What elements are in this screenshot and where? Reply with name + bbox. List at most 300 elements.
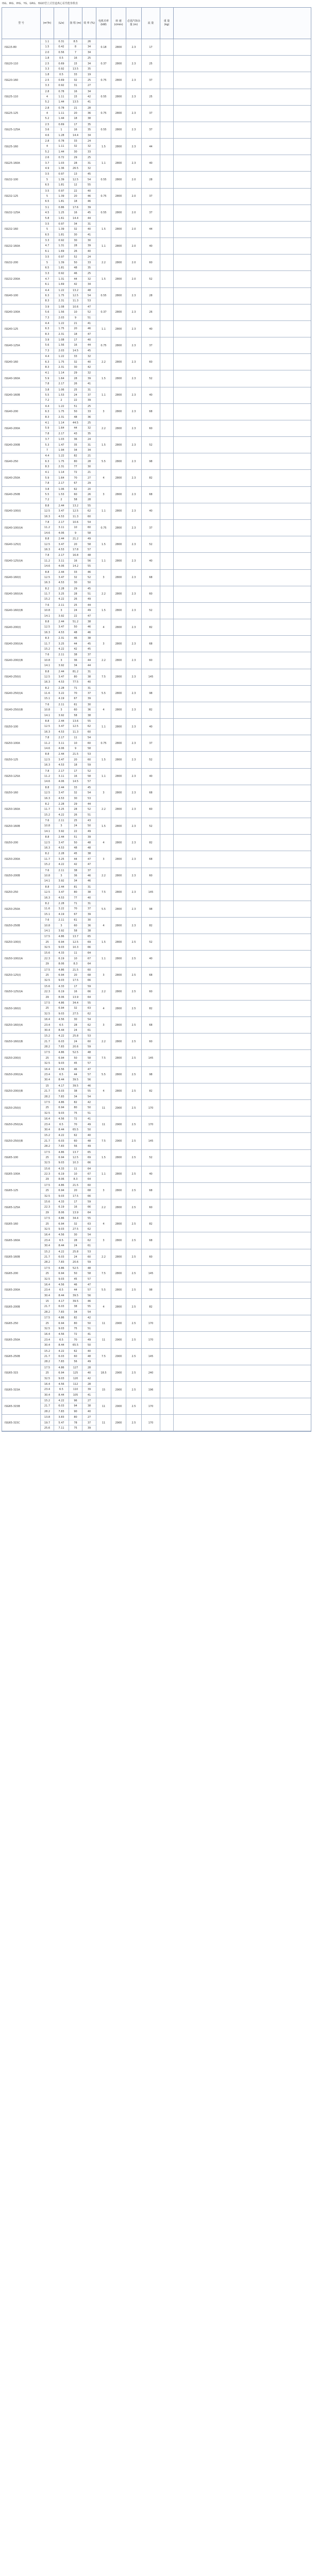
- blank-cell: [160, 1033, 174, 1049]
- npsh-cell: 2.3: [126, 735, 142, 751]
- blank-cell: [174, 851, 188, 867]
- blank-cell: [160, 1415, 174, 1431]
- efficiency-cell: 25: [82, 155, 96, 160]
- table-row: [2, 470, 311, 486]
- head-cell-group: [69, 189, 82, 205]
- flow-ls-cell: 6.19: [54, 989, 69, 994]
- npsh-cell: 2.5: [126, 1100, 142, 1116]
- flow-m3h-cell: 8.3: [45, 465, 49, 469]
- npsh-cell: 2.5: [126, 1133, 142, 1149]
- blank-cell: [174, 586, 188, 602]
- flow-m3h-cell: 7.8: [41, 735, 54, 740]
- flow-ls-cell: 3.47: [54, 724, 69, 729]
- head-cell: 46: [69, 636, 82, 641]
- model-cell: ISG50-250(I): [2, 1100, 41, 1116]
- speed-cell: 2800: [111, 901, 126, 917]
- table-row: [2, 636, 311, 652]
- power-cell: 3: [96, 785, 111, 801]
- power-cell: 0.75: [96, 520, 111, 536]
- efficiency-cell: 59: [87, 1045, 91, 1049]
- efficiency-cell: 61: [87, 1244, 91, 1248]
- flow-ls-cell-group: [54, 453, 69, 469]
- head-cell-group: [69, 735, 82, 751]
- table-row: [2, 1398, 311, 1415]
- flow-m3h-cell: 6.3: [41, 409, 54, 414]
- flow-m3h-cell: 5.5: [41, 393, 54, 398]
- flow-ls-cell: 1.08: [54, 337, 69, 343]
- efficiency-cell-group: [82, 835, 96, 851]
- head-cell: 50: [69, 1271, 82, 1276]
- efficiency-cell: 53: [82, 752, 96, 757]
- flow-m3h-cell: 7.8: [45, 382, 49, 386]
- power-cell: 2.2: [96, 802, 111, 818]
- flow-ls-cell: 2.03: [58, 316, 64, 319]
- flow-ls-cell: 3.83: [54, 1415, 69, 1420]
- flow-m3h-cell: 3.5: [41, 172, 54, 177]
- head-cell: 29: [69, 155, 82, 160]
- efficiency-cell-group: [82, 619, 96, 635]
- power-cell: 2.2: [96, 354, 111, 370]
- flow-ls-cell: 6.5: [54, 1238, 69, 1243]
- table-row: [2, 901, 311, 918]
- flow-ls-cell-group: [54, 1050, 69, 1066]
- efficiency-cell: 37: [82, 1420, 96, 1426]
- efficiency-cell: 44: [87, 216, 91, 220]
- npsh-cell: 2.5: [126, 968, 142, 984]
- head-cell-group: [69, 885, 82, 901]
- weight-cell: 98: [142, 901, 160, 917]
- head-cell-group: [69, 719, 82, 735]
- blank-cell: [174, 238, 188, 254]
- efficiency-cell: 31: [82, 443, 96, 448]
- efficiency-cell: 38: [82, 636, 96, 641]
- model-cell: ISG40-250: [2, 453, 41, 469]
- npsh-cell: 2.3: [126, 818, 142, 834]
- efficiency-cell-group: [82, 1216, 96, 1232]
- spec-table-sheet: [2, 7, 311, 2576]
- speed-cell: 2800: [111, 453, 126, 469]
- efficiency-cell-group: [82, 222, 96, 238]
- table-row: [2, 1266, 311, 1282]
- power-cell: 1.5: [96, 818, 111, 834]
- flow-m3h-cell: 11.6: [41, 906, 54, 911]
- efficiency-cell-group: [82, 503, 96, 519]
- flow-ls-cell: 2.31: [58, 332, 64, 336]
- head-cell: 18: [74, 117, 77, 121]
- blank-cell: [160, 885, 174, 901]
- efficiency-cell: 58: [87, 531, 91, 535]
- blank-cell: [160, 470, 174, 486]
- head-cell: 11: [69, 1166, 82, 1172]
- blank-cell: [160, 437, 174, 453]
- weight-cell: 40: [142, 387, 160, 403]
- model-cell: ISG40-160A: [2, 370, 41, 386]
- flow-ls-cell: 4.06: [58, 780, 64, 784]
- blank-cell: [174, 354, 188, 370]
- power-cell: 18.5: [96, 1365, 111, 1381]
- head-cell: 82: [69, 1315, 82, 1320]
- head-cell: 42: [74, 283, 77, 286]
- flow-m3h-cell: 23.4: [41, 1238, 54, 1243]
- power-cell: 1.1: [96, 321, 111, 337]
- table-row: [2, 851, 311, 868]
- flow-ls-cell: 3.92: [58, 614, 64, 618]
- flow-ls-cell: 2.31: [54, 636, 69, 641]
- speed-cell: 2800: [111, 752, 126, 768]
- efficiency-cell: 34: [82, 89, 96, 94]
- flow-m3h-cell: 21.7: [41, 1255, 54, 1260]
- blank-cell: [174, 769, 188, 785]
- speed-cell: 2800: [111, 39, 126, 55]
- head-cell: 22: [69, 189, 82, 194]
- efficiency-cell: 32: [82, 370, 96, 376]
- efficiency-cell: 66: [87, 1194, 91, 1198]
- flow-m3h-cell: 30.4: [44, 1393, 51, 1397]
- weight-cell: 44: [142, 139, 160, 155]
- efficiency-cell: 56: [87, 1078, 91, 1082]
- head-cell: 33: [69, 785, 82, 790]
- model-cell: ISG50-200B: [2, 868, 41, 884]
- blank-cell: [160, 553, 174, 569]
- flow-ls-cell-group: [54, 520, 69, 536]
- speed-cell: 2800: [111, 1150, 126, 1166]
- efficiency-cell: 55: [87, 183, 91, 187]
- flow-m3h-cell-group: [41, 271, 54, 287]
- speed-cell: 2800: [111, 769, 126, 785]
- flow-m3h-cell-group: [41, 1050, 54, 1066]
- efficiency-cell-group: [82, 1349, 96, 1365]
- head-cell: 17.6: [69, 205, 82, 210]
- flow-ls-cell: 4.33: [54, 1166, 69, 1172]
- head-cell: 77: [74, 465, 77, 469]
- flow-ls-cell: 1.69: [58, 283, 64, 286]
- power-cell: 11: [96, 1100, 111, 1116]
- npsh-cell: 2.5: [126, 1116, 142, 1132]
- power-cell: 2.2: [96, 984, 111, 1000]
- efficiency-cell: 40: [82, 227, 96, 232]
- flow-m3h-cell-group: [41, 918, 54, 934]
- header-head: 扬 程 (m): [69, 8, 82, 39]
- table-row: [2, 1332, 311, 1348]
- model-cell: ISG32-125: [2, 189, 41, 205]
- npsh-cell: 2.5: [126, 1199, 142, 1215]
- head-cell: 16: [69, 89, 82, 94]
- flow-m3h-cell: 32.5: [44, 1194, 51, 1198]
- flow-ls-cell: 6.5: [54, 1387, 69, 1392]
- efficiency-cell: 44: [82, 603, 96, 608]
- weight-cell: 52: [142, 752, 160, 768]
- head-cell: 36: [69, 437, 82, 442]
- flow-m3h-cell: 16.3: [44, 581, 51, 585]
- blank-cell: [160, 1332, 174, 1348]
- blank-cell: [174, 139, 188, 155]
- blank-cell: [160, 72, 174, 88]
- flow-m3h-cell-group: [41, 934, 54, 950]
- head-cell: 15: [69, 61, 82, 66]
- efficiency-cell: 34: [87, 50, 91, 54]
- header-flow: 流 量: [142, 8, 160, 39]
- flow-ls-cell: 3.11: [54, 741, 69, 746]
- flow-ls-cell: 3.11: [54, 774, 69, 779]
- pump-spec-table: [2, 7, 311, 1432]
- blank-cell: [174, 56, 188, 72]
- efficiency-cell: 42: [87, 1377, 91, 1380]
- head-cell: 11.3: [72, 299, 79, 303]
- efficiency-cell-group: [82, 155, 96, 171]
- flow-ls-cell: 3.25: [54, 807, 69, 812]
- blank-cell: [174, 321, 188, 337]
- flow-ls-cell: 1.14: [54, 370, 69, 376]
- table-row: [2, 735, 311, 752]
- model-cell: ISG50-250: [2, 885, 41, 901]
- power-cell: 7.5: [96, 1349, 111, 1365]
- blank-cell: [174, 1382, 188, 1398]
- power-cell: 4: [96, 1001, 111, 1016]
- head-cell: 120: [73, 1377, 78, 1380]
- flow-ls-cell-group: [54, 636, 69, 652]
- flow-m3h-cell: 7.6: [41, 868, 54, 873]
- flow-m3h-cell-group: [41, 404, 54, 420]
- head-cell: 82: [69, 453, 82, 459]
- head-cell: 38: [69, 1089, 82, 1094]
- flow-ls-cell: 4.22: [54, 1249, 69, 1255]
- efficiency-cell-group: [82, 735, 96, 751]
- flow-m3h-cell: 12.5: [41, 840, 54, 845]
- model-cell: ISG40-100A: [2, 304, 41, 320]
- efficiency-cell-group: [82, 1100, 96, 1116]
- blank-cell: [174, 885, 188, 901]
- weight-cell: 40: [142, 769, 160, 785]
- flow-ls-cell-group: [54, 404, 69, 420]
- efficiency-cell-group: [82, 172, 96, 188]
- speed-cell: 2800: [111, 139, 126, 155]
- flow-m3h-cell-group: [41, 189, 54, 205]
- weight-cell: 25: [142, 56, 160, 72]
- flow-m3h-cell: 16.3: [44, 631, 51, 634]
- blank-cell: [160, 1199, 174, 1215]
- head-cell: 28: [69, 1023, 82, 1028]
- speed-cell: 2900: [111, 1398, 126, 1414]
- model-cell: ISG40-250(I)A: [2, 686, 41, 702]
- flow-m3h-cell: 12.5: [41, 674, 54, 680]
- npsh-cell: 2.5: [126, 1299, 142, 1315]
- table-row: [2, 669, 311, 686]
- head-cell: 22: [74, 399, 77, 402]
- head-cell: 44: [69, 641, 82, 647]
- blank-cell: [174, 271, 188, 287]
- efficiency-cell: 57: [82, 1072, 96, 1077]
- flow-ls-cell: 2.11: [54, 868, 69, 873]
- flow-ls-cell: 3.11: [54, 558, 69, 564]
- efficiency-cell: 46: [82, 570, 96, 575]
- flow-ls-cell: 0.31: [54, 39, 69, 44]
- efficiency-cell: 35: [87, 67, 91, 71]
- efficiency-cell: 47: [82, 1282, 96, 1287]
- head-cell-group: [69, 1183, 82, 1199]
- flow-m3h-cell-group: [41, 106, 54, 122]
- head-cell: 81.2: [69, 669, 82, 674]
- head-cell-group: [69, 901, 82, 917]
- efficiency-cell: 33: [87, 150, 91, 154]
- head-cell: 30: [74, 150, 77, 154]
- head-cell: 13: [69, 172, 82, 177]
- blank-cell: [160, 951, 174, 967]
- blank-cell: [160, 503, 174, 519]
- npsh-cell: 2.5: [126, 934, 142, 950]
- efficiency-cell: 44: [82, 802, 96, 807]
- flow-m3h-cell: 7.8: [41, 520, 54, 525]
- flow-m3h-cell: 2.5: [41, 61, 54, 66]
- power-cell: 1.1: [96, 155, 111, 171]
- blank-cell: [174, 1332, 188, 1348]
- flow-m3h-cell-group: [41, 56, 54, 72]
- speed-cell: 2800: [111, 238, 126, 254]
- head-cell-group: [69, 570, 82, 586]
- speed-cell: 2800: [111, 1183, 126, 1199]
- head-cell: 24: [74, 1244, 77, 1248]
- table-row: [2, 155, 311, 172]
- power-cell: 1.1: [96, 503, 111, 519]
- head-cell: 14.5: [72, 780, 79, 784]
- flow-ls-cell-group: [54, 271, 69, 287]
- head-cell: 48: [74, 846, 77, 850]
- flow-ls-cell: 3.92: [58, 714, 64, 717]
- npsh-cell: 2.3: [126, 702, 142, 718]
- flow-ls-cell: 4.22: [54, 1398, 69, 1403]
- flow-ls-cell: 9.03: [58, 1111, 64, 1115]
- npsh-cell: 2.3: [126, 835, 142, 851]
- efficiency-cell: 46: [87, 631, 91, 634]
- flow-ls-cell: 1.75: [54, 409, 69, 414]
- flow-m3h-cell: 2.0: [45, 50, 49, 54]
- flow-m3h-cell: 25: [41, 973, 54, 978]
- npsh-cell: 2.3: [126, 304, 142, 320]
- flow-m3h-cell-group: [41, 769, 54, 785]
- flow-m3h-cell-group: [41, 1183, 54, 1199]
- blank-cell: [160, 1249, 174, 1265]
- flow-m3h-cell-group: [41, 1033, 54, 1049]
- flow-ls-cell: 4.33: [54, 1199, 69, 1205]
- head-cell: 56: [74, 1360, 77, 1364]
- flow-ls-cell: 1.22: [54, 404, 69, 409]
- head-cell: 32: [69, 1006, 82, 1011]
- head-cell: 9: [74, 531, 77, 535]
- efficiency-cell: 39: [87, 697, 91, 701]
- table-row: [2, 1033, 311, 1050]
- flow-m3h-cell: 7.8: [41, 769, 54, 774]
- head-cell-group: [69, 72, 82, 88]
- flow-ls-cell: 1.22: [54, 321, 69, 326]
- efficiency-cell: 54: [82, 293, 96, 298]
- flow-m3h-cell: 16.3: [44, 681, 51, 684]
- flow-ls-cell: 6.19: [54, 956, 69, 961]
- flow-ls-cell-group: [54, 669, 69, 685]
- speed-cell: 2800: [111, 387, 126, 403]
- table-row: [2, 1282, 311, 1299]
- head-cell: 44.5: [69, 420, 82, 426]
- model-cell: ISG65-250A: [2, 1332, 41, 1348]
- table-row: [2, 652, 311, 669]
- efficiency-cell: 30: [82, 238, 96, 243]
- flow-ls-cell: 3.92: [58, 879, 64, 883]
- speed-cell: 2800: [111, 603, 126, 619]
- blank-cell: [174, 686, 188, 702]
- efficiency-cell: 24: [82, 139, 96, 144]
- efficiency-cell: 40: [87, 681, 91, 684]
- efficiency-cell-group: [82, 139, 96, 155]
- efficiency-cell: 32: [87, 166, 91, 170]
- flow-m3h-cell: 12.5: [41, 790, 54, 795]
- head-cell: 12: [74, 183, 77, 187]
- flow-ls-cell: 1.06: [54, 487, 69, 492]
- head-cell: 8.3: [73, 962, 78, 966]
- flow-m3h-cell: 16.3: [44, 796, 51, 800]
- head-cell-group: [69, 437, 82, 453]
- blank-cell: [174, 1150, 188, 1166]
- flow-ls-cell: 0.78: [54, 89, 69, 94]
- power-cell: 2.2: [96, 420, 111, 436]
- speed-cell: 2800: [111, 1017, 126, 1033]
- head-cell: 13.5: [72, 67, 79, 71]
- head-cell-group: [69, 1398, 82, 1414]
- flow-ls-cell: 3: [54, 658, 69, 663]
- npsh-cell: 2.3: [126, 652, 142, 668]
- efficiency-cell: 66: [87, 979, 91, 982]
- flow-ls-cell: 2.44: [54, 719, 69, 724]
- weight-cell: 68: [142, 1183, 160, 1199]
- efficiency-cell-group: [82, 1050, 96, 1066]
- efficiency-cell: 38: [87, 929, 91, 933]
- flow-ls-cell-group: [54, 122, 69, 138]
- blank-cell: [174, 1216, 188, 1232]
- table-row: [2, 885, 311, 901]
- header-flow-m3h: (m³/h): [41, 8, 54, 39]
- flow-ls-cell: 4.53: [58, 515, 64, 518]
- head-cell: 25.8: [69, 1249, 82, 1255]
- table-row: [2, 238, 311, 255]
- head-cell: 60: [69, 923, 82, 928]
- efficiency-cell: 27: [82, 1398, 96, 1403]
- flow-ls-cell: 4.56: [54, 1067, 69, 1072]
- head-cell: 17: [69, 1199, 82, 1205]
- head-cell-group: [69, 1083, 82, 1099]
- efficiency-cell: 46: [82, 1299, 96, 1304]
- blank-cell: [160, 536, 174, 552]
- flow-ls-cell-group: [54, 354, 69, 370]
- flow-m3h-cell: 8.8: [41, 785, 54, 790]
- flow-m3h-cell: 15.2: [41, 1349, 54, 1354]
- flow-m3h-cell: 28.2: [44, 1261, 51, 1264]
- power-cell: 0.75: [96, 106, 111, 122]
- flow-ls-cell: 2.44: [54, 536, 69, 541]
- efficiency-cell: 49: [82, 608, 96, 613]
- flow-m3h-cell-group: [41, 1249, 54, 1265]
- weight-cell: 40: [142, 1166, 160, 1182]
- efficiency-cell: 36: [82, 707, 96, 713]
- flow-ls-cell: 4.17: [54, 1299, 69, 1304]
- power-cell: 7.5: [96, 885, 111, 901]
- blank-cell: [174, 1017, 188, 1033]
- flow-ls-cell: 6.03: [54, 1039, 69, 1044]
- efficiency-cell: 57: [82, 1287, 96, 1293]
- efficiency-cell: 47: [82, 304, 96, 310]
- flow-ls-cell-group: [54, 536, 69, 552]
- speed-cell: 2800: [111, 851, 126, 867]
- head-cell: 110: [69, 1387, 82, 1392]
- head-cell: 42: [74, 647, 77, 651]
- weight-cell: 37: [142, 122, 160, 138]
- flow-ls-cell-group: [54, 106, 69, 122]
